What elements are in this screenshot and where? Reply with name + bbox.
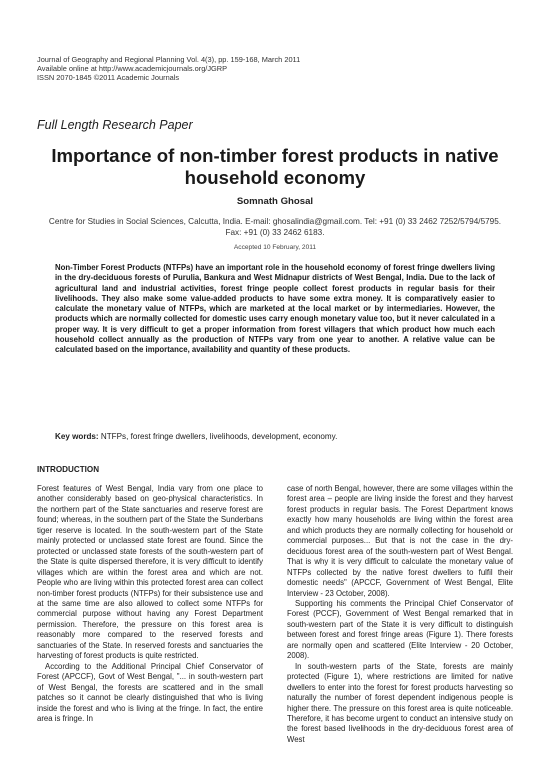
body-column-left — [37, 484, 263, 724]
body-paragraph: According to the Additional Principal Chief Conservator of Forest (APCCF), Govt of West Bengal, "... in south-western part of West Bengal, the forests are scattered and in the small patches so it cannot be clearly distinguished that who is living inside the forest and who is living at the fringe. In fact, the entire area is fringe. In — [37, 661, 263, 723]
body-paragraph: Supporting his comments the Principal Chief Conservator of Forest (PCCF), Government of West Bengal remarked that in south-western part of the State it is very difficult to distinguish between forest and forest fringe areas (Figure 1). There forests are normally open and scattered (Elite Interview - 20 October, 2008). — [287, 598, 513, 661]
journal-header — [37, 55, 517, 82]
body-paragraph: Forest features of West Bengal, India vary from one place to another considerably based on geo-physical characteristics. In the northern part of the State sanctuaries and reserve forest are found; whereas, in the southern part of the State the Sunderbans tiger reserve is located. In the south-western part of the State mainly protected or unclassed state forest are found. Since the protected or unclassed state forests of the south-western part of the State is quite dispersed therefore, it is very difficult to identify villages which are within the forest area and which are not. People who are living within this protected forest area can collect non-timber forest products (NTFPs) for their subsistence use and at the same time are also allowed to collect some NTFPs for commercial purpose without having any Forest Department permission. Therefore, the pressure on this forest area is reasonably more compared to the reserved forests and sanctuaries of the State. In reserved forests and sanctuaries the harvesting of forest products is quite restricted. — [37, 484, 263, 661]
author-affiliation: Centre for Studies in Social Sciences, Calcutta, India. E-mail: ghosalindia@gmail.com. Tel: +91 (0) 33 2462 7252/5794/5795. Fax: +91 (0) 33 2462 6183. — [48, 217, 502, 237]
paper-title: Importance of non-timber forest products in native household economy — [51, 145, 499, 188]
paper-type-label: Full Length Research Paper — [37, 118, 193, 132]
body-paragraph: In south-western parts of the State, forests are mainly protected (Figure 1), where restrictions are limited for native dwellers to enter into the forest for forest products harvesting so naturally the number of forest dependent indigenous people is higher there. The pressure on this forest area is quite noticeable. Therefore, it has become urgent to conduct an intensive study on the forest based livelihoods in the dry-deciduous forest area of West — [287, 661, 513, 744]
journal-online-link[interactable]: Available online at http://www.academicjournals.org/JGRP — [37, 64, 228, 73]
accepted-date: Accepted 10 February, 2011 — [233, 244, 317, 251]
keywords-label: Key words: — [55, 432, 99, 441]
body-column-right — [287, 484, 513, 745]
author-name: Somnath Ghosal — [236, 196, 314, 207]
journal-issn: ISSN 2070-1845 ©2011 Academic Journals — [37, 73, 180, 82]
journal-citation: Journal of Geography and Regional Planning Vol. 4(3), pp. 159-168, March 2011 — [37, 55, 301, 64]
keywords-text: NTFPs, forest fringe dwellers, livelihoods, development, economy. — [98, 432, 338, 441]
section-heading-introduction: INTRODUCTION — [37, 465, 100, 474]
abstract: Non-Timber Forest Products (NTFPs) have an important role in the household economy of forest fringe dwellers living in the dry-deciduous forests of Purulia, Bankura and West Midnapur districts of West Bengal, India. Due to the lack of agricultural land and industrial activities, forest fringe people collect forest products in regular basis for their livelihoods. They also make some value-added products to have some extra money. It is comparatively easier to calculate the monetary value of NTFPs, which are marketed at the local market or by intermediaries. However, the products which are normally collected for domestic uses carry enough monetary value too, but it never calculated in a proper way. It is very difficult to get a proper information from forest villagers that which product how much each household collect annually as the production of NTFPs vary from one year to another. A relative value can be calculated based on the importance, availability and quantity of these products. — [55, 263, 495, 355]
body-paragraph: case of north Bengal, however, there are some villages within the forest area – people are living inside the forest and they harvest forest products in regular basis. The Forest Department knows exactly how many households are living within the forest area and which products they are normally collecting for household or commercial purposes... But that is not the case in the dry-deciduous forest area of the south-western part of West Bengal. That is why it is very difficult to calculate the monetary value of NTFPs collected by the native forest dwellers to fulfil their domestic needs" (APCCF, Government of West Bengal, Elite Interview - 23 October, 2008). — [287, 484, 513, 598]
keywords — [55, 432, 495, 442]
